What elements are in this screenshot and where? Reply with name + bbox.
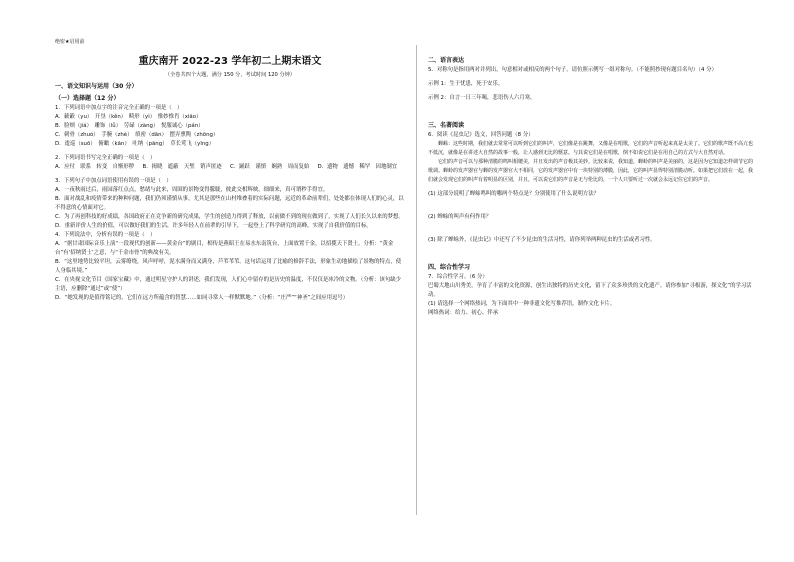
exam-subtitle: （全卷共四个大题，满分 150 分，考试时间 120 分钟） (164, 72, 296, 78)
q4-option-d: D．“她发现的是值得铭记的，它们在远方所蕴含的智慧……如同寻常人一样默默地。”（分析：“庄严”“神圣”之间应用逗号） (55, 295, 349, 301)
example-1: 示例 1：生于忧患，死于安乐。 (428, 81, 504, 87)
reading-passage-1: 蝉蜍：这些时期，我们就去常常可以听到它们的叫声，它们像是在跳舞，又像是在唱歌，它们的声音听起来真是太美了。它们的歌声既不高亢也不低沉，就像是在讲述大自然的故事一般，让人感到无比的惬意。与其说它们是在唱歌，倒不如说它们是在用自己的方式与大自然对话。 (428, 141, 754, 156)
q1-option-a: A．簌簌（yu） 开垦（kěn） 畸形（yì） 惟妙惟肖（xiāo） (55, 114, 202, 120)
q2-option-d: D．遗物 遗憾 稀罕 因地制宜 (317, 164, 398, 170)
question-1: 1．下列词语中加点字的注音完全正确的一项是（ ） (55, 105, 183, 111)
q1-option-d: D．逡巡（suō） 俯瞰（kān） 吐纳（pāng） 草长莺飞（yīng） (55, 141, 215, 147)
left-column (55, 52, 405, 303)
reading-passage-2: 它们的声音可以与那种清脆的鸣叫相媲美，并且发出的声音极其美妙。比较来说，我知道，蝉蛉的叫声是美丽的，这是因为它知道怎样调节它的歌调。蝉蛉的发声器官与蝉的发声器官大不相同，它的发声器官中有一块特别的薄膜，因此，它的叫声显得特别清脆动听。如果把它们放在一起，我们就会发现它们的叫声有着明显的区别，并且，可以说它们的声音是无与伦比的，一个人只要听过一次就会永远记住它们的声音。 (428, 159, 754, 183)
section-heading: 四、综合性学习 (428, 264, 471, 271)
question-7-1: (1) 请选择一个网络热词，为下面其中一种非遗文化写推荐语，制作文化卡片。 (428, 301, 616, 307)
q3-option-a: A．一夜秋雨过后，雨园落红点点，愁绪与此来，周围的景物变得朦胧，彼此交相辉映，细细来，真可谓秒手得宜。 (55, 187, 329, 193)
question-6: 6．阅读《昆虫记》选文，回答问题（8 分） (428, 132, 534, 138)
q4-option-c: C．在央视文化节目《国家宝藏》中，通过明星守护人的讲述，我们发现，人们心中留存的是历史的温度，不仅仅是冰冷的文物。（分析：该句缺少主语，应删除“通过”或“使”） (55, 277, 402, 292)
q4-option-a: A．“据甘肃国际音乐上演“一段现代的创新——黄金台”的剧目，相传是燕昭王在易水东南筑台，上面放置千金，以招揽天下贤士。分析：“黄金台”有‘招纳贤士’之意，与“千金市骨”的典故有关。 (55, 241, 394, 256)
section-heading: 二、语言表达 (428, 57, 465, 64)
column-divider (416, 45, 417, 515)
question-7-text: 巴蜀大地山川秀美，孕育了丰富的文化资源，创生出独特的历史文化，留下了众多珍贵的文化遗产。请你参加“寻根游，探文化”的学习活动。 (428, 283, 752, 298)
section-heading: 一、语文知识与运用（30 分） (55, 83, 138, 90)
question-6-3: (3) 除了蝉蜍外，《昆虫记》中还写了不少昆虫的生活习性，请你列举两种昆虫的生活或者习性。 (428, 237, 656, 243)
q3-option-c: C．为了再创科技的好成绩，各国政府正在竞争新的研究成果，学生的创造力得到了释放，以前做不到的现在做到了，实现了人们长久以来的梦想。 (55, 214, 404, 220)
part-heading: （一）选择题（12 分） (55, 95, 120, 102)
section-heading: 三、名著阅读 (428, 122, 465, 129)
exam-title: 重庆南开 2022-23 学年初二上期末语文 (138, 56, 322, 67)
question-2: 2．下列词语书写完全正确的一项是（ ） (55, 155, 156, 161)
question-6-1: (1) 这部分说明了蝉蜍鸣叫的哪两个特点是？分别使用了什么说明方法？ (428, 191, 600, 197)
question-4: 4．下列说法中，分析有误的一项是（ ） (55, 232, 156, 238)
question-3: 3．下列句子中加点词语使用有误的一项是（ ） (55, 178, 172, 184)
question-7: 7．综合性学习。（6 分） (428, 274, 488, 280)
confidential-stamp: 绝密★启用前 (55, 39, 85, 45)
q2-option-c: C．踊跃 谨慎 娴熟 周而复始 (230, 164, 310, 170)
q3-option-b: B．面对战乱和疫情带来的种种问题，我们仍须谨慎从事，尤其是那些在山村堆叠着的实际问题，远近的革命前辈们，处处都在体现人们的心灵，以不得意的心情面对它。 (55, 196, 404, 211)
q2-option-a: A．应付 联系 转变 自惭形秽 (55, 164, 135, 170)
q2-options (55, 163, 405, 172)
q3-option-d: D．重新评价人生的价值，可以做好我们的生活，许多年轻人在前辈的引导下，一起登上了科学研究的高峰，实现了自我价值的目标。 (55, 223, 372, 229)
hot-words: 网络热词：给力、初心、伴承 (428, 310, 499, 316)
right-column (428, 52, 753, 318)
question-5: 5．对称句是指用两对并列出，句意相对或相反的两个句子。请仿照示例写一组对称句。（不能照抄现有题目名句）（4 分） (428, 67, 717, 73)
q2-option-b: B．揭晓 遮蔽 天堑 销声匿迹 (142, 164, 222, 170)
q4-option-b: B．“这里地势比较平坦，云雾缭绕，风声呼呼，泥水满身而又满身，芦苇苇苇。这句话运用了比喻的修辞手法，形象生动地描绘了景物的特点，使人身临其境。” (55, 259, 402, 274)
q1-option-b: B．脸颊（jiá） 雕饰（lǚ） 劳碌（zàng） 悦服诚心（pán） (55, 123, 204, 129)
example-2: 示例 2：自言一日三年喝，悲语伤人六月寒。 (428, 95, 536, 101)
question-6-2: (2) 蝉蜍的叫声有何作用？ (428, 214, 492, 220)
q1-option-c: C．刺骨（zhuó） 手腕（zhé） 缜密（dān） 摆弄熏陶（zhōng） (55, 132, 219, 138)
